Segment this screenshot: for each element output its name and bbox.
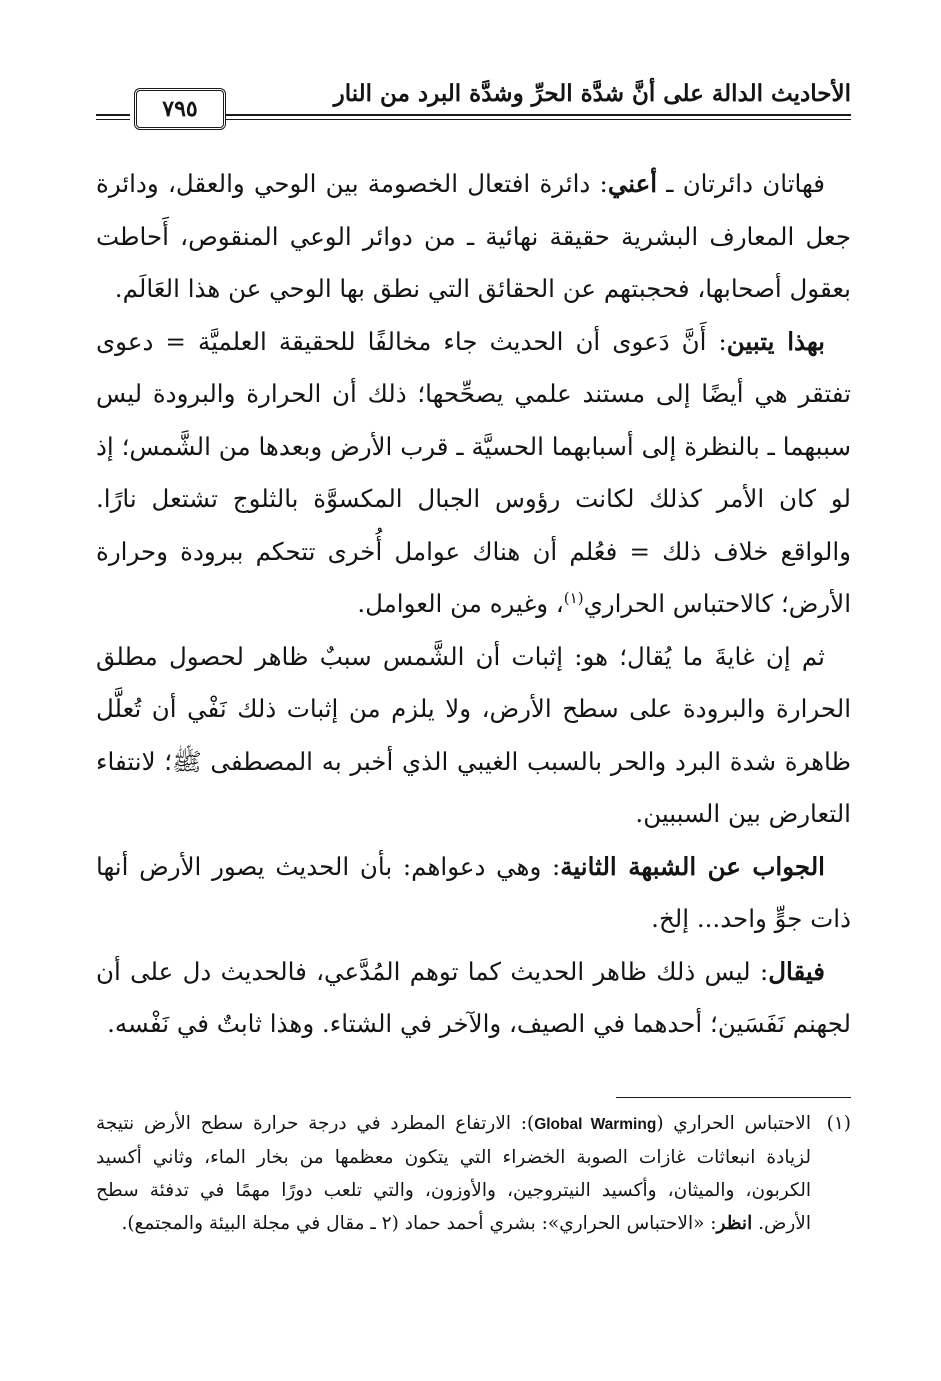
footnote-text-end: : «الاحتباس الحراري»: بشري أحمد حماد (٢ ـ مقال في مجلة البيئة والمجتمع). xyxy=(121,1213,717,1234)
footnote-reference[interactable]: (١) xyxy=(563,588,584,607)
footnote-text xyxy=(96,1107,811,1240)
footnote-see-label: انظر xyxy=(716,1213,753,1234)
paragraph-lead: الجواب عن الشبهة الثانية xyxy=(560,851,825,881)
paragraph xyxy=(96,316,851,631)
footnote-english-term: Global Warming xyxy=(534,1116,657,1133)
footnotes xyxy=(96,1107,851,1240)
footnote-text-start: الاحتباس الحراري ( xyxy=(656,1113,811,1134)
paragraph-text: ثم إن غايةَ ما يُقال؛ هو: إثبات أن الشَّمس سببٌ ظاهر لحصول مطلق الحرارة والبرودة على سطح الأرض، ولا يلزم من إثبات ذلك نَفْي أن تُعلَّل ظاهرة شدة البرد والحر بالسبب الغيبي الذي أخبر به المصطفى ﷺ؛ لانتفاء التعارض بين السببين. xyxy=(96,641,851,828)
paragraph xyxy=(96,631,851,841)
inline-bold-term: أعني xyxy=(607,169,658,198)
document-page xyxy=(96,70,851,1360)
paragraph xyxy=(96,841,851,946)
footnote xyxy=(96,1107,851,1240)
paragraph xyxy=(96,946,851,1051)
footnote-separator xyxy=(616,1097,851,1098)
header-double-rule xyxy=(224,114,851,120)
footnote-marker: (١) xyxy=(826,1113,851,1134)
header-double-rule-end xyxy=(96,114,130,120)
paragraph-text: : ليس ذلك ظاهر الحديث كما توهم المُدَّعي، فالحديث دل على أن لجهنم نَفَسَين؛ أحدهما في الصيف، والآخر في الشتاء. وهذا ثابتٌ في نَفْسه. xyxy=(96,956,851,1038)
paragraph-lead: بهذا يتبين xyxy=(726,326,825,356)
paragraph-text: : دائرة افتعال الخصومة بين الوحي والعقل، ودائرة جعل المعارف البشرية حقيقة نهائية ـ من دوائر الوعي المنقوص، أَحاطت بعقول أصحابها، فحجبتهم عن الحقائق التي نطق بها الوحي عن هذا العَالَم. xyxy=(96,169,851,303)
paragraph-text: : أَنَّ دَعوى أن الحديث جاء مخالفًا للحقيقة العلميَّة = دعوى تفتقر هي أيضًا إلى مستند علمي يصحِّحها؛ ذلك أن الحرارة والبرودة ليس سببهما ـ بالنظرة إلى أسبابهما الحسيَّة ـ قرب الأرض وبعدها من الشَّمس؛ إذ لو كان الأمر كذلك لكانت رؤوس الجبال المكسوَّة بالثلوج تشتعل نارًا. والواقع خلاف ذلك = فعُلم أن هناك عوامل أُخرى تتحكم ببرودة وحرارة الأرض؛ كالاحتباس الحراري xyxy=(96,326,851,618)
paragraph-lead: فيقال xyxy=(768,956,825,986)
main-text xyxy=(96,158,851,1051)
page-number: ٧٩٥ xyxy=(134,88,226,130)
header-title: الأحاديث الدالة على أنَّ شدَّة الحرِّ وشدَّة البرد من النار xyxy=(333,80,851,107)
paragraph-text: ، وغيره من العوامل. xyxy=(357,589,564,618)
paragraph-text: : وهي دعواهم: بأن الحديث يصور الأرض أنها ذات جوٍّ واحد... إلخ. xyxy=(96,851,851,933)
running-header xyxy=(96,70,851,136)
paragraph xyxy=(96,158,851,316)
footnote-text-mid: ): الارتفاع المطرد في درجة حرارة سطح الأرض نتيجة لزيادة انبعاثات غازات الصوبة الخضراء التي يتكون معظمها من بخار الماء، وثاني أكسيد الكربون، والميثان، وأكسيد النيتروجين، والأوزون، والتي تلعب دورًا مهمًا في تدفئة سطح الأرض. xyxy=(96,1113,811,1234)
paragraph-text: فهاتان دائرتان ـ xyxy=(657,169,825,198)
